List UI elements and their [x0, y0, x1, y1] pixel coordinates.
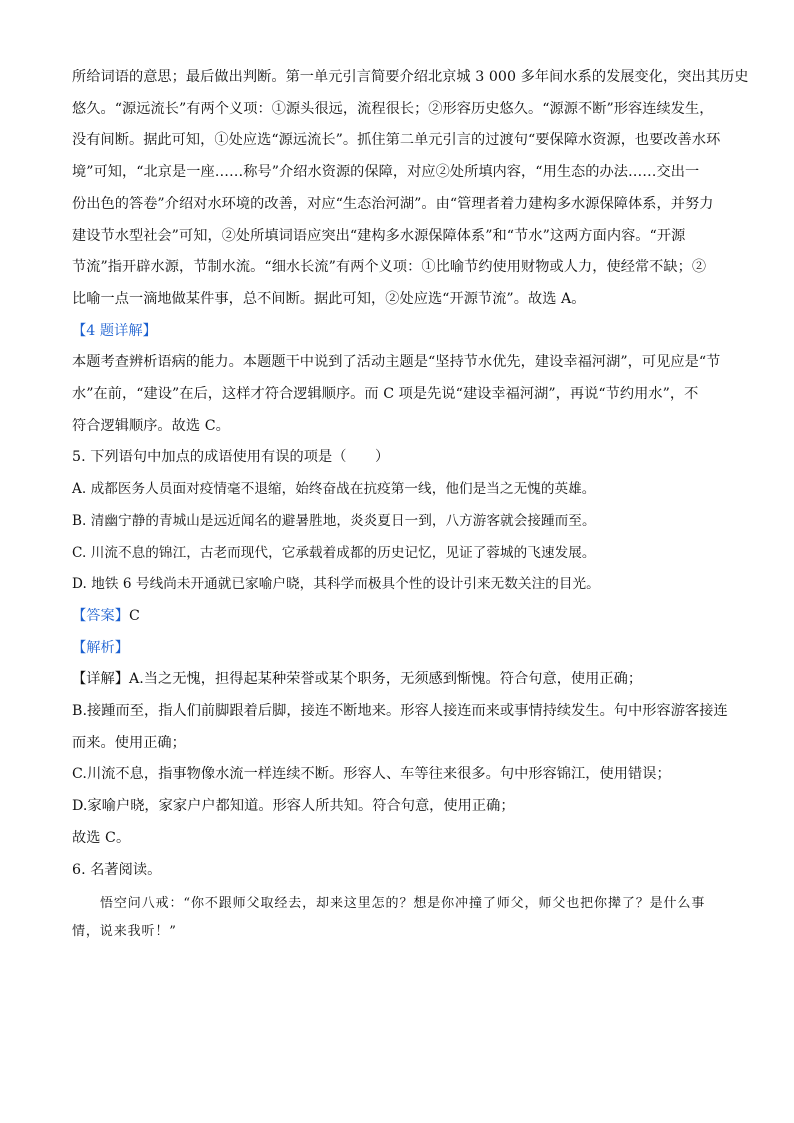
- question-6: [72, 855, 724, 947]
- question-6-title: 6. 名著阅读。: [72, 861, 162, 878]
- text-line: 水”在前，“建设”在后，这样才符合逻辑顺序。而 C 项是先说“建设幸福河湖”，再说“节约用水”，不: [72, 386, 699, 403]
- detail-line-b: B.接踵而至，指人们前脚跟着后脚，接连不断地来。形容人接连而来或事情持续发生。句中形容游客接连: [72, 703, 728, 720]
- text-line: 所给词语的意思；最后做出判断。第一单元引言简要介绍北京城 3 000 多年间水系的发展变化，突出其历史: [72, 69, 749, 85]
- detail-label: 【详解】: [72, 671, 129, 688]
- option-d: D. 地铁 6 号线尚未开通就已家喻户晓，其科学而极具个性的设计引来无数关注的目光。: [72, 576, 600, 593]
- conclusion-line: 故选 C。: [72, 829, 131, 846]
- q4-detail-heading: 【4 题详解】: [72, 322, 157, 339]
- question-5-title: 5. 下列语句中加点的成语使用有误的项是（ ）: [72, 449, 390, 466]
- detail-line-d: D.家喻户晓，家家户户都知道。形容人所共知。符合句意，使用正确；: [72, 798, 515, 815]
- reading-line: 悟空问八戒：“你不跟师父取经去，却来这里怎的？想是你冲撞了师父，师父也把你撵了？是什么事: [100, 896, 706, 912]
- text-line: 份出色的答卷”介绍对水环境的改善，对应“生态治河湖”。由“管理者着力建构多水源保障体系，并努力: [72, 195, 714, 212]
- page-content: [72, 62, 749, 946]
- question-5: [72, 442, 728, 854]
- text-line: 比喻一点一滴地做某件事，总不间断。据此可知，②处应选“开源节流”。故选 A。: [72, 290, 586, 307]
- q4-detail-section: [72, 316, 724, 443]
- detail-text: A.当之无愧，担得起某种荣誉或某个职务，无须感到惭愧。符合句意，使用正确；: [128, 671, 643, 688]
- option-a: A. 成都医务人员面对疫情毫不退缩，始终奋战在抗疫第一线，他们是当之无愧的英雄。: [72, 481, 596, 498]
- text-line: 悠久。“源远流长”有两个义项：①源头很远，流程很长；②形容历史悠久。“源源不断”形容连续发生，: [72, 100, 714, 117]
- explanation-continued: [72, 62, 749, 316]
- answer-line: [72, 601, 724, 633]
- reading-passage: [72, 890, 724, 946]
- analysis-label: 【解析】: [72, 639, 129, 656]
- text-line: 境”可知，“北京是一座……称号”介绍水资源的保障，对应②处所填内容，“用生态的办法……交出一: [72, 164, 700, 181]
- text-line: 建设节水型社会”可知，②处所填词语应突出“建构多水源保障体系”和“节水”这两方面内容。“开源: [72, 227, 686, 244]
- reading-line: 情，说来我听！”: [72, 924, 177, 940]
- text-line: 本题考查辨析语病的能力。本题题干中说到了活动主题是“坚持节水优先，建设幸福河湖”，可见应是“节: [72, 354, 721, 371]
- text-line: 没有间断。据此可知，①处应选“源远流长”。抓住第二单元引言的过渡句“要保障水资源，也要改善水环: [72, 132, 721, 149]
- option-c: C. 川流不息的锦江，古老而现代，它承载着成都的历史记忆，见证了蓉城的飞速发展。: [72, 544, 596, 561]
- text-line: 符合逻辑顺序。故选 C。: [72, 417, 230, 434]
- answer-label: 【答案】: [72, 607, 129, 624]
- option-b: B. 清幽宁静的青城山是远近闻名的避暑胜地，炎炎夏日一到，八方游客就会接踵而至。: [72, 512, 596, 529]
- detail-line-b-cont: 而来。使用正确；: [72, 734, 186, 751]
- detail-line-c: C.川流不息，指事物像水流一样连续不断。形容人、车等往来很多。句中形容锦江，使用错误；: [72, 766, 671, 783]
- text-line: 节流”指开辟水源，节制水流。“细水长流”有两个义项：①比喻节约使用财物或人力，使经常不缺；②: [72, 259, 707, 276]
- answer-value: C: [128, 607, 140, 624]
- detail-line-a: [72, 664, 724, 696]
